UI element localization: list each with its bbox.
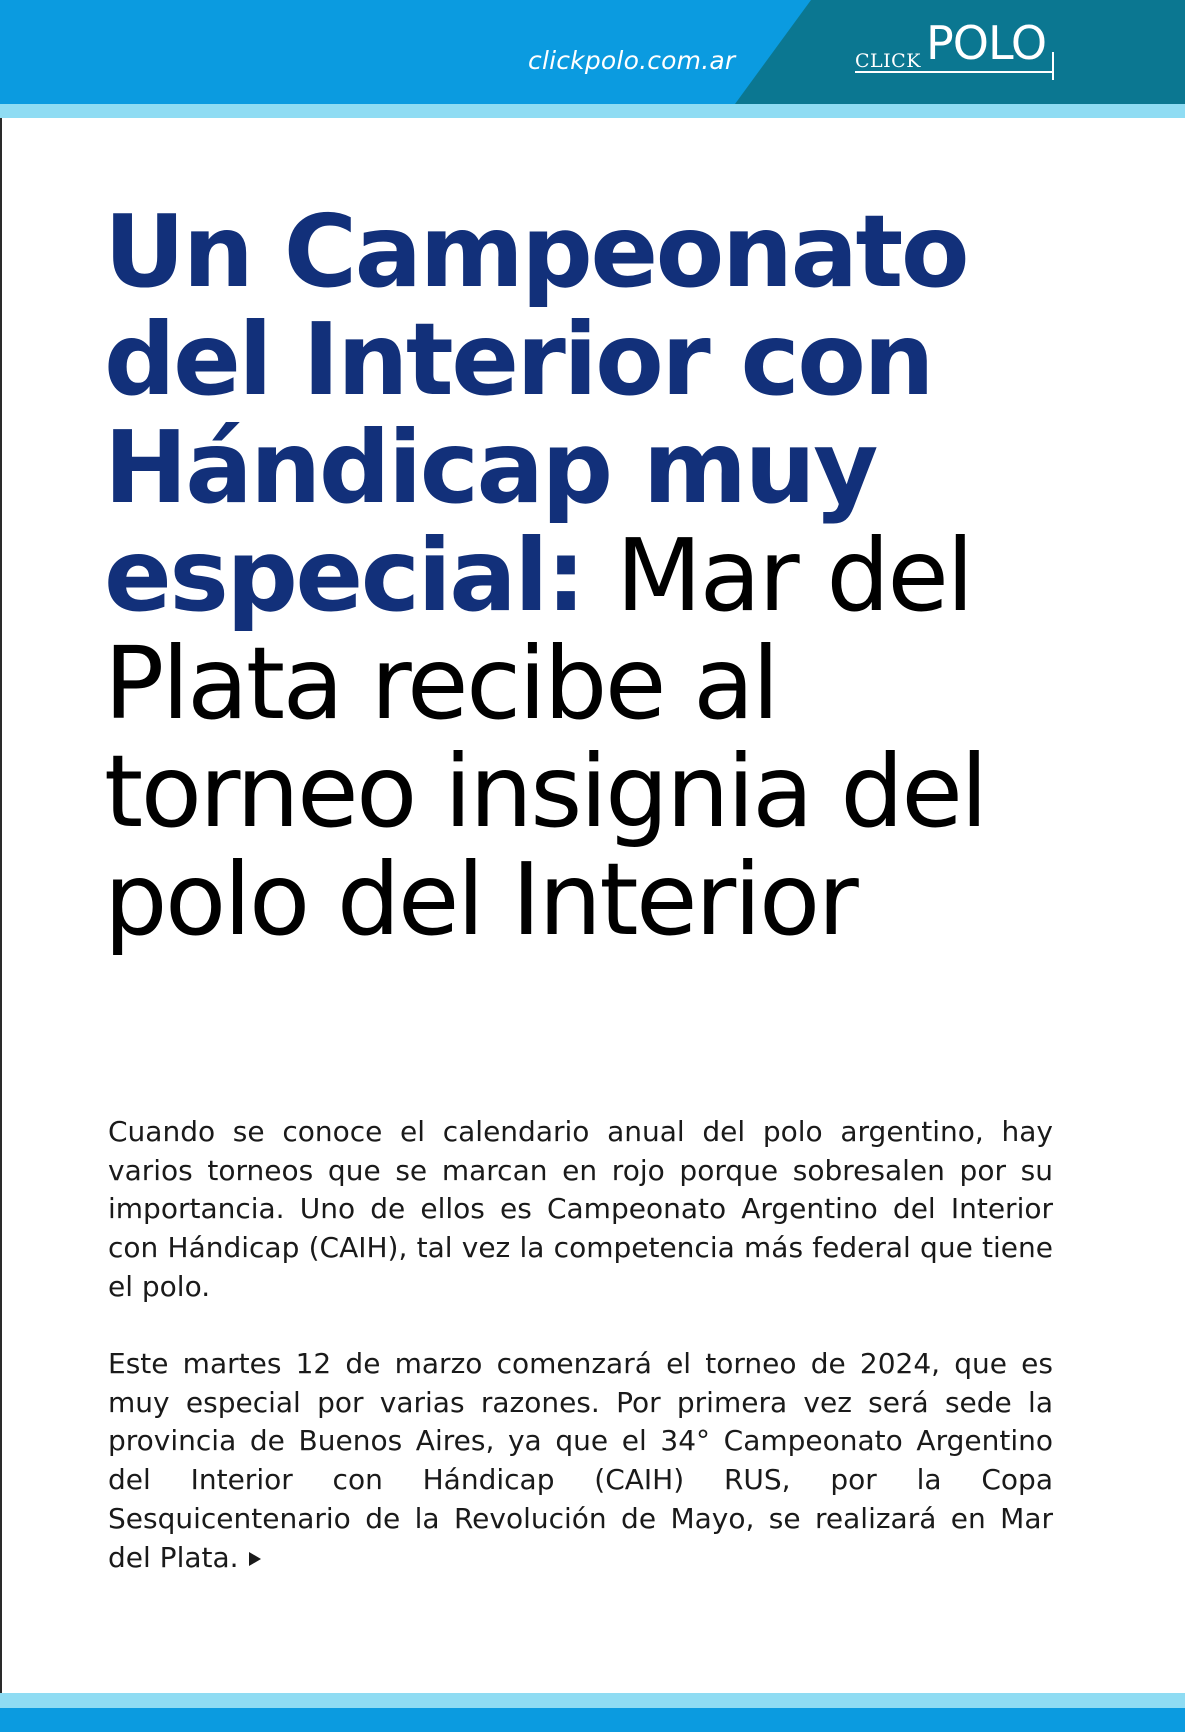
headline-bold: Un Campeonato del Interior con Hándicap muy especial: [104,193,968,634]
paragraph-2 [108,1345,1053,1577]
footer-accent-strip [0,1693,1185,1708]
triangle-right-icon [249,1552,261,1566]
clickpolo-logo[interactable] [855,16,1065,92]
logo-click-text: CLICK [855,50,921,72]
article-headline [104,193,1084,958]
logo-swoosh-icon [855,16,1065,92]
header-accent-strip [0,104,1185,118]
site-url[interactable]: clickpolo.com.ar [528,46,736,75]
paragraph-1 [108,1113,1053,1307]
paragraph-2-text: Este martes 12 de marzo comenzará el torneo de 2024, que es muy especial por varias razones. Por primera vez será sede la provincia de Buenos Aires, ya que el 34° Campeonato Argentino del Interior con Hándicap (CAIH) RUS, por la Copa Sesquicentenario de la Revolución de Mayo, se realizará en Mar del Plata. [108,1347,1053,1574]
paragraph-1-text: Cuando se conoce el calendario anual del polo argentino, hay varios torneos que se marcan en rojo porque sobresalen por su importancia. Uno de ellos es Campeonato Argentino del Interior con Hándicap (CAIH), tal vez la competencia más federal que tiene el polo. [108,1115,1053,1303]
footer-bar [0,1708,1185,1732]
headline-light: Mar del Plata recibe al torneo insignia del polo del Interior [104,517,986,958]
logo-polo-text: POLO [926,16,1047,70]
page-edge-line [0,118,2,1693]
